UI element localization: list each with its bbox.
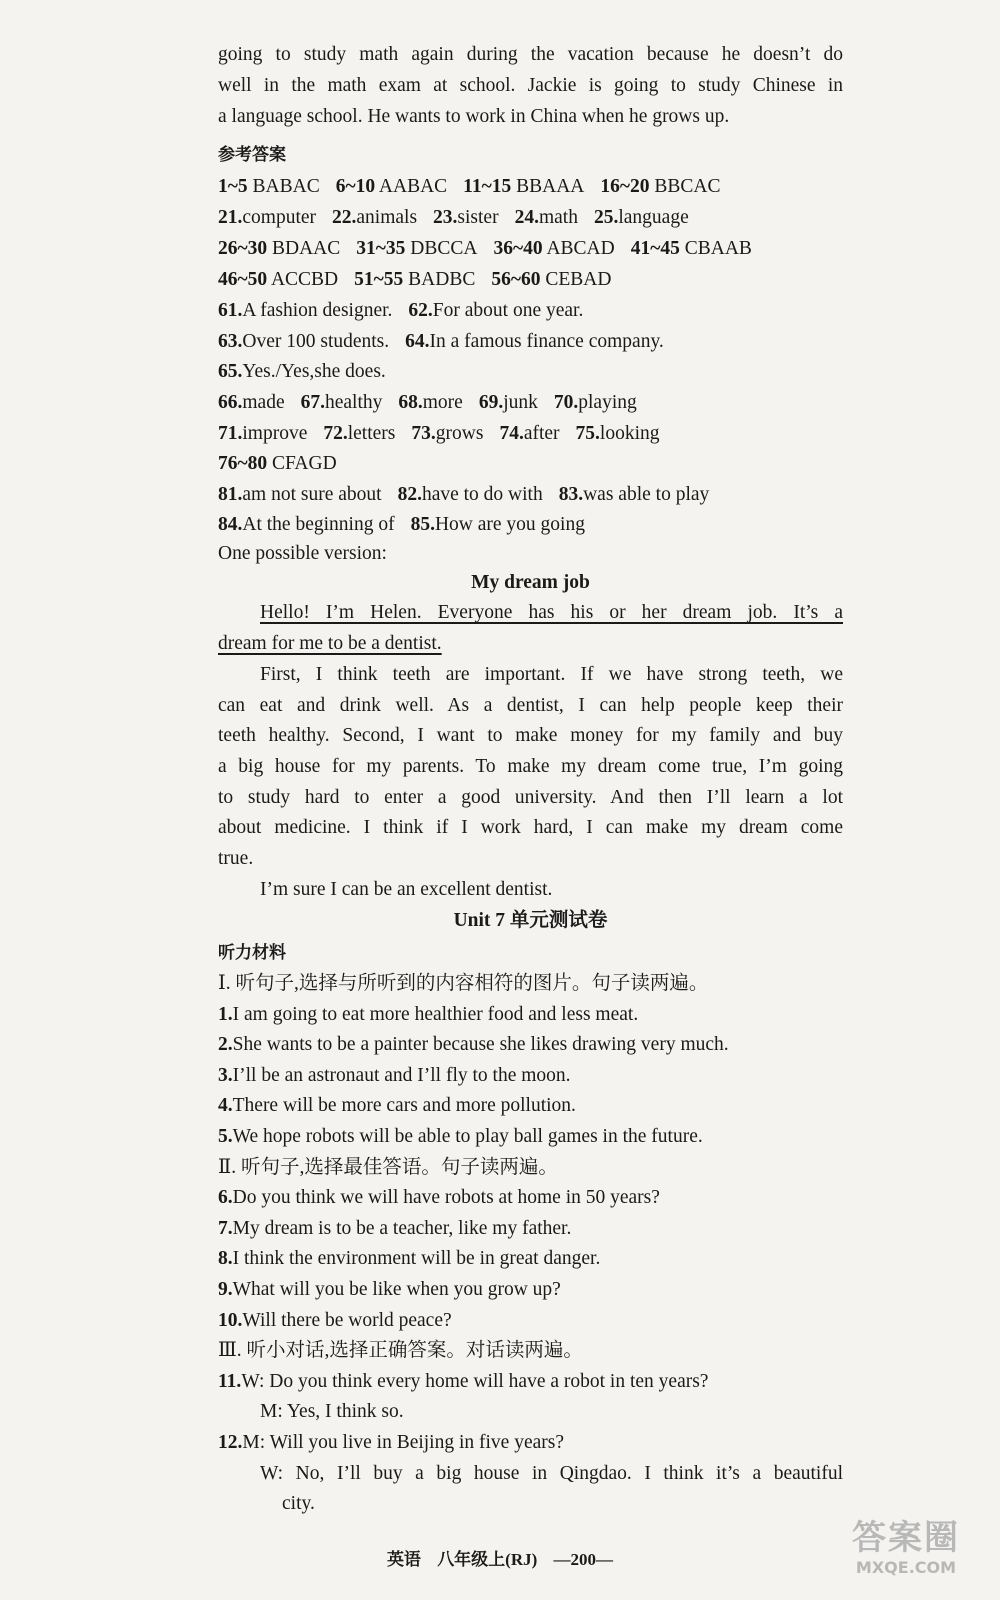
- answer-row: [218, 357, 386, 387]
- essay-line: dream for me to be a dentist.: [218, 633, 442, 654]
- answer-item: [499, 423, 559, 444]
- answer-item: [411, 514, 585, 535]
- question-number: 4.: [218, 1095, 233, 1116]
- answer-value: BABAC: [252, 176, 320, 197]
- question-number: 2.: [218, 1034, 233, 1055]
- essay-line: about medicine. I think if I work hard, I can make my dream come: [218, 817, 843, 838]
- listening-line: [218, 1306, 452, 1336]
- answer-item: [218, 453, 337, 474]
- answer-value: have to do with: [421, 484, 543, 505]
- answer-number: 22.: [332, 207, 357, 228]
- question-text: I am going to eat more healthier food and less meat.: [232, 1004, 639, 1025]
- listening-line: [218, 1000, 638, 1030]
- answer-item: [408, 300, 583, 321]
- answer-value: AABAC: [378, 176, 448, 197]
- answer-value: ABCAD: [546, 238, 615, 259]
- answer-number: 1~5: [218, 176, 248, 197]
- question-number: 6.: [218, 1187, 233, 1208]
- answer-number: 56~60: [491, 269, 541, 290]
- answer-value: sister: [457, 207, 499, 228]
- answer-number: 82.: [397, 484, 422, 505]
- answer-item: [218, 423, 307, 444]
- answer-value: improve: [242, 423, 308, 444]
- listening-line: [218, 1244, 600, 1274]
- answer-item: [463, 176, 584, 197]
- listening-line: [218, 1397, 404, 1427]
- answer-number: 71.: [218, 423, 243, 444]
- answer-number: 46~50: [218, 269, 268, 290]
- answer-row: [218, 265, 611, 295]
- answer-value: letters: [347, 423, 396, 444]
- answer-value: language: [618, 207, 689, 228]
- answer-value: was able to play: [583, 484, 710, 505]
- answer-item: [594, 207, 689, 228]
- answer-item: [411, 423, 483, 444]
- essay-line: to study hard to enter a good university. And then I’ll learn a lot: [218, 787, 843, 808]
- question-text: Ⅰ. 听句子,选择与所听到的内容相符的图片。句子读两遍。: [218, 973, 709, 994]
- essay-line: true.: [218, 848, 254, 869]
- question-number: 10.: [218, 1310, 243, 1331]
- essay-line: teeth healthy. Second, I want to make money for my family and buy: [218, 725, 843, 746]
- answer-item: [301, 392, 383, 413]
- listening-line: [218, 1214, 571, 1244]
- answer-value: CEBAD: [545, 269, 612, 290]
- answer-number: 65.: [218, 361, 243, 382]
- intro-line: a language school. He wants to work in China when he grows up.: [218, 106, 730, 127]
- question-number: 11.: [218, 1371, 242, 1392]
- question-text: M: Will you live in Beijing in five years?: [242, 1432, 565, 1453]
- answer-item: [433, 207, 499, 228]
- answer-value: computer: [242, 207, 317, 228]
- answer-item: [576, 423, 660, 444]
- answer-item: [631, 238, 752, 259]
- answer-value: A fashion designer.: [242, 300, 393, 321]
- watermark-url: MXQE.COM: [855, 1558, 957, 1577]
- answer-row: [218, 480, 709, 510]
- answer-item: [218, 176, 320, 197]
- answer-item: [323, 423, 395, 444]
- question-text: W: Do you think every home will have a robot in ten years?: [241, 1371, 709, 1392]
- answer-item: [398, 392, 462, 413]
- answer-row: [218, 203, 689, 233]
- answer-value: grows: [435, 423, 484, 444]
- answer-value: animals: [356, 207, 418, 228]
- version-label: One possible version:: [218, 543, 387, 564]
- answer-number: 36~40: [493, 238, 543, 259]
- answer-item: [218, 484, 382, 505]
- footer-page-number: —200—: [553, 1550, 614, 1569]
- answer-item: [336, 176, 447, 197]
- question-text: My dream is to be a teacher, like my father.: [232, 1218, 572, 1239]
- answer-number: 11~15: [463, 176, 512, 197]
- question-text: Ⅲ. 听小对话,选择正确答案。对话读两遍。: [218, 1340, 583, 1361]
- answer-number: 23.: [433, 207, 458, 228]
- answer-value: am not sure about: [242, 484, 382, 505]
- answer-value: Yes./Yes,she does.: [242, 361, 386, 382]
- answer-item: [493, 238, 614, 259]
- answer-row: [218, 510, 585, 540]
- question-text: What will you be like when you grow up?: [232, 1279, 561, 1300]
- answer-item: [332, 207, 417, 228]
- answer-value: At the beginning of: [242, 514, 395, 535]
- essay-line: Hello! I’m Helen. Everyone has his or her dream job. It’s a: [260, 602, 843, 623]
- essay-line: a big house for my parents. To make my dream come true, I’m going: [218, 756, 843, 777]
- question-number: 1.: [218, 1004, 233, 1025]
- answer-number: 81.: [218, 484, 243, 505]
- answer-number: 75.: [575, 423, 600, 444]
- answer-number: 70.: [553, 392, 579, 413]
- answer-number: 73.: [411, 423, 436, 444]
- listening-line: [218, 1459, 843, 1489]
- essay-title: My dream job: [471, 572, 590, 593]
- answer-number: 16~20: [600, 176, 650, 197]
- answer-item: [554, 392, 637, 413]
- answer-item: [600, 176, 720, 197]
- answer-item: [218, 331, 389, 352]
- answer-number: 85.: [410, 514, 435, 535]
- question-text: Will there be world peace?: [242, 1310, 452, 1331]
- essay-line: First, I think teeth are important. If we have strong teeth, we: [260, 664, 843, 685]
- answer-item: [479, 392, 538, 413]
- listening-heading: 听力材料: [218, 943, 286, 963]
- answer-item: [218, 238, 340, 259]
- answer-number: 83.: [558, 484, 584, 505]
- unit-title: Unit 7 单元测试卷: [453, 910, 608, 931]
- answer-number: 74.: [499, 423, 524, 444]
- question-text: I’ll be an astronaut and I’ll fly to the moon.: [232, 1065, 571, 1086]
- answer-item: [218, 269, 338, 290]
- answer-value: BADBC: [408, 269, 476, 290]
- answer-row: [218, 296, 583, 326]
- answer-row: [218, 234, 752, 264]
- answer-number: 61.: [218, 300, 243, 321]
- footer-grade: 八年级上(RJ): [437, 1550, 538, 1569]
- answer-number: 41~45: [630, 238, 680, 259]
- question-number: 8.: [218, 1248, 233, 1269]
- answer-value: math: [538, 207, 578, 228]
- intro-line: well in the math exam at school. Jackie is going to study Chinese in: [218, 75, 843, 96]
- answer-number: 69.: [478, 392, 504, 413]
- listening-line: [218, 1091, 576, 1121]
- question-number: 3.: [218, 1065, 233, 1086]
- question-text: We hope robots will be able to play ball games in the future.: [232, 1126, 703, 1147]
- question-number: 7.: [218, 1218, 233, 1239]
- answer-number: 25.: [593, 207, 619, 228]
- answer-heading: 参考答案: [218, 145, 286, 165]
- answer-number: 21.: [218, 207, 243, 228]
- answer-item: [559, 484, 710, 505]
- answer-row: [218, 172, 721, 202]
- essay-line: I’m sure I can be an excellent dentist.: [260, 879, 553, 900]
- answer-row: [218, 327, 664, 357]
- answer-value: For about one year.: [432, 300, 584, 321]
- answer-number: 51~55: [354, 269, 404, 290]
- answer-value: BBAAA: [516, 176, 585, 197]
- question-text: I think the environment will be in great danger.: [232, 1248, 601, 1269]
- question-text: Ⅱ. 听句子,选择最佳答语。句子读两遍。: [218, 1157, 558, 1178]
- listening-line: [218, 1275, 561, 1305]
- listening-line: [218, 1061, 571, 1091]
- answer-item: [218, 207, 316, 228]
- answer-row: [218, 419, 660, 449]
- answer-item: [354, 269, 475, 290]
- answer-item: [218, 300, 392, 321]
- answer-value: playing: [578, 392, 637, 413]
- answer-value: How are you going: [434, 514, 585, 535]
- answer-value: ACCBD: [270, 269, 339, 290]
- answer-number: 76~80: [218, 453, 268, 474]
- answer-value: healthy: [324, 392, 383, 413]
- answer-number: 84.: [218, 514, 243, 535]
- answer-number: 26~30: [218, 238, 268, 259]
- answer-value: In a famous finance company.: [429, 331, 664, 352]
- question-text: city.: [282, 1493, 315, 1514]
- listening-line: [218, 1336, 583, 1366]
- answer-number: 72.: [323, 423, 348, 444]
- listening-line: [218, 1367, 708, 1397]
- answer-row: [218, 449, 337, 479]
- answer-row: [218, 388, 637, 418]
- question-text: There will be more cars and more pollution.: [232, 1095, 576, 1116]
- answer-item: [405, 331, 664, 352]
- answer-number: 68.: [398, 392, 423, 413]
- listening-line: [218, 1428, 564, 1458]
- answer-item: [515, 207, 578, 228]
- answer-item: [218, 392, 285, 413]
- question-number: 5.: [218, 1126, 233, 1147]
- answer-value: junk: [503, 392, 538, 413]
- question-text: M: Yes, I think so.: [260, 1401, 404, 1422]
- listening-line: [218, 1489, 315, 1519]
- answer-value: CFAGD: [272, 453, 337, 474]
- answer-number: 62.: [408, 300, 433, 321]
- essay-line: can eat and drink well. As a dentist, I can help people keep their: [218, 695, 843, 716]
- answer-value: DBCCA: [410, 238, 478, 259]
- footer-subject: 英语: [386, 1550, 421, 1569]
- answer-number: 64.: [405, 331, 430, 352]
- listening-line: [218, 1153, 558, 1183]
- answer-number: 6~10: [335, 176, 376, 197]
- answer-value: after: [523, 423, 560, 444]
- listening-line: [218, 1122, 703, 1152]
- answer-item: [398, 484, 543, 505]
- answer-item: [218, 361, 386, 382]
- answer-value: BDAAC: [272, 238, 341, 259]
- answer-value: Over 100 students.: [242, 331, 390, 352]
- answer-value: BBCAC: [654, 176, 721, 197]
- question-text: W: No, I’ll buy a big house in Qingdao. I think it’s a beautiful: [260, 1463, 843, 1484]
- answer-item: [218, 514, 395, 535]
- answer-item: [491, 269, 611, 290]
- intro-line: going to study math again during the vacation because he doesn’t do: [218, 44, 843, 65]
- watermark-logo: [836, 1518, 976, 1588]
- answer-value: more: [422, 392, 463, 413]
- answer-number: 66.: [218, 392, 243, 413]
- listening-line: [218, 969, 708, 999]
- answer-number: 31~35: [356, 238, 406, 259]
- listening-line: [218, 1183, 660, 1213]
- answer-value: made: [242, 392, 285, 413]
- answer-number: 24.: [514, 207, 539, 228]
- answer-number: 63.: [218, 331, 243, 352]
- question-text: She wants to be a painter because she likes drawing very much.: [232, 1034, 729, 1055]
- answer-item: [356, 238, 477, 259]
- answer-number: 67.: [300, 392, 325, 413]
- answer-value: looking: [599, 423, 660, 444]
- listening-line: [218, 1030, 729, 1060]
- question-number: 9.: [218, 1279, 233, 1300]
- question-number: 12.: [218, 1432, 243, 1453]
- answer-value: CBAAB: [684, 238, 752, 259]
- question-text: Do you think we will have robots at home in 50 years?: [232, 1187, 660, 1208]
- watermark-mark: 答案圈: [852, 1518, 960, 1558]
